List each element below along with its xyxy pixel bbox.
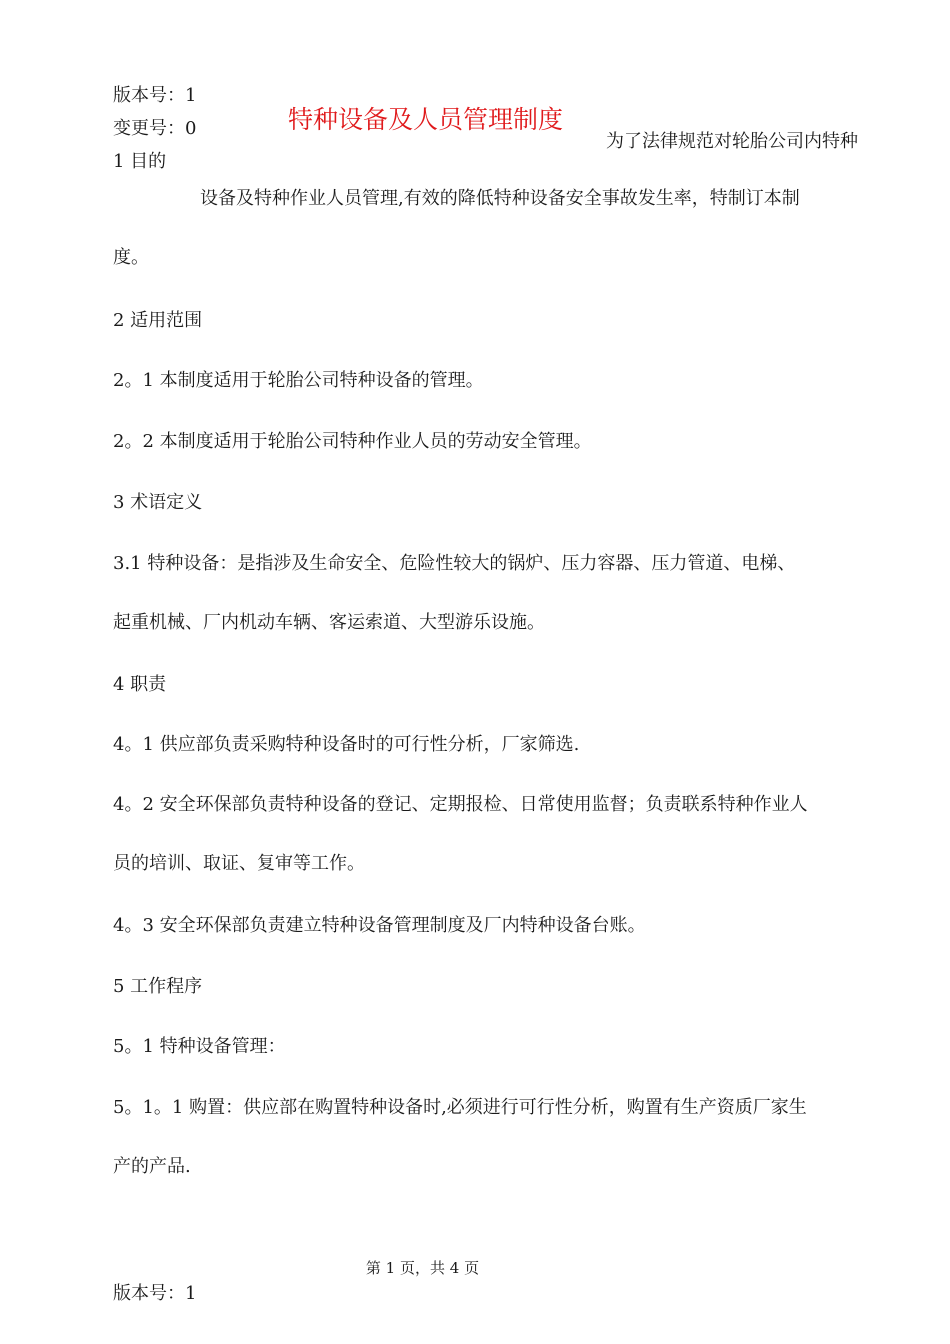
section-3-1-line2: 起重机械、厂内机动车辆、客运索道、大型游乐设施。 <box>113 612 545 633</box>
section-1-text-line3: 度。 <box>113 247 149 268</box>
section-1-heading: 1 目的 <box>113 151 167 172</box>
section-1-text-start: 为了法律规范对轮胎公司内特种 <box>606 131 858 152</box>
version-number: 版本号：1 <box>113 85 197 106</box>
document-title: 特种设备及人员管理制度 <box>288 105 564 134</box>
change-number: 变更号：0 <box>113 118 197 139</box>
section-4-3: 4。3 安全环保部负责建立特种设备管理制度及厂内特种设备台账。 <box>113 915 646 936</box>
section-5-heading: 5 工作程序 <box>113 976 203 997</box>
section-4-2-line1: 4。2 安全环保部负责特种设备的登记、定期报检、日常使用监督；负责联系特种作业人 <box>113 794 808 815</box>
page-number: 第 1 页，共 4 页 <box>365 1259 480 1277</box>
next-page-version-number: 版本号：1 <box>113 1283 197 1304</box>
section-1-text-line2: 设备及特种作业人员管理,有效的降低特种设备安全事故发生率，特制订本制 <box>200 188 800 209</box>
section-5-1: 5。1 特种设备管理： <box>113 1036 286 1057</box>
section-5-1-1-line1: 5。1。1 购置：供应部在购置特种设备时,必须进行可行性分析，购置有生产资质厂家生 <box>113 1097 807 1118</box>
section-5-1-1-line2: 产的产品. <box>113 1156 191 1177</box>
section-4-1: 4。1 供应部负责采购特种设备时的可行性分析，厂家筛选. <box>113 734 580 755</box>
section-3-heading: 3 术语定义 <box>113 492 203 513</box>
section-2-1: 2。1 本制度适用于轮胎公司特种设备的管理。 <box>113 370 484 391</box>
section-4-heading: 4 职责 <box>113 674 167 695</box>
section-4-2-line2: 员的培训、取证、复审等工作。 <box>113 853 365 874</box>
section-2-heading: 2 适用范围 <box>113 310 203 331</box>
section-2-2: 2。2 本制度适用于轮胎公司特种作业人员的劳动安全管理。 <box>113 431 592 452</box>
section-3-1-line1: 3.1 特种设备：是指涉及生命安全、危险性较大的锅炉、压力容器、压力管道、电梯、 <box>113 553 796 574</box>
